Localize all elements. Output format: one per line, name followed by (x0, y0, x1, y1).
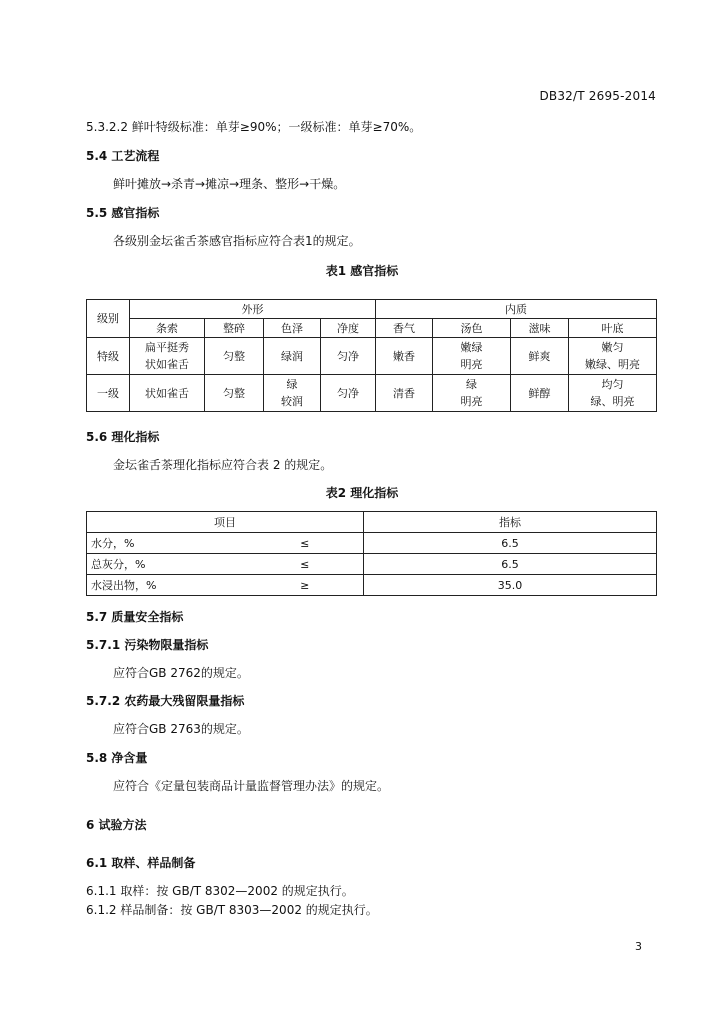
heading-5-8: 5.8 净含量 (86, 751, 148, 765)
table-row (87, 375, 657, 412)
table-row (87, 575, 657, 596)
table-cell: 清香 (376, 375, 433, 412)
col-header: 香气 (376, 319, 433, 338)
grade-cell: 特级 (87, 338, 130, 375)
col-header: 叶底 (569, 319, 657, 338)
item-cell: 水分，% (87, 533, 247, 554)
col-header: 条索 (130, 319, 205, 338)
grade-header: 级别 (87, 300, 130, 338)
clause-5-8-text: 应符合《定量包装商品计量监督管理办法》的规定。 (113, 779, 390, 793)
table-cell: 均匀 绿、明亮 (569, 375, 657, 412)
table-cell: 扁平挺秀 状如雀舌 (130, 338, 205, 375)
value-cell: 6.5 (364, 533, 657, 554)
table-cell: 鲜爽 (511, 338, 569, 375)
table-cell: 鲜醇 (511, 375, 569, 412)
item-cell: 总灰分，% (87, 554, 247, 575)
clause-5-7-2-text: 应符合GB 2763的规定。 (113, 722, 249, 736)
sensory-table (86, 299, 657, 412)
grade-cell: 一级 (87, 375, 130, 412)
physchem-intro-text: 金坛雀舌茶理化指标应符合表 2 的规定。 (113, 458, 333, 472)
clause-6-1-2: 6.1.2 样品制备：按 GB/T 8303—2002 的规定执行。 (86, 903, 378, 917)
value-header: 指标 (364, 512, 657, 533)
operator-cell: ≤ (247, 554, 364, 575)
table-cell: 嫩绿 明亮 (433, 338, 511, 375)
process-flow-text: 鲜叶摊放→杀青→摊凉→理条、整形→干燥。 (113, 177, 346, 191)
table-header-row (87, 512, 657, 533)
col-header: 整碎 (205, 319, 264, 338)
operator-cell: ≤ (247, 533, 364, 554)
table-cell: 匀整 (205, 338, 264, 375)
value-cell: 35.0 (364, 575, 657, 596)
clause-5-7-1-text: 应符合GB 2762的规定。 (113, 666, 249, 680)
col-header: 净度 (321, 319, 376, 338)
item-header: 项目 (87, 512, 364, 533)
value-cell: 6.5 (364, 554, 657, 575)
physchem-table (86, 511, 657, 596)
table-cell: 状如雀舌 (130, 375, 205, 412)
col-header: 滋味 (511, 319, 569, 338)
table2-caption: 表2 理化指标 (325, 486, 399, 500)
heading-5-4: 5.4 工艺流程 (86, 149, 160, 163)
table-cell: 匀净 (321, 375, 376, 412)
clause-6-1-1: 6.1.1 取样：按 GB/T 8302—2002 的规定执行。 (86, 884, 354, 898)
heading-6: 6 试验方法 (86, 818, 147, 832)
table-cell: 绿 较润 (264, 375, 321, 412)
heading-5-5: 5.5 感官指标 (86, 206, 160, 220)
table1-caption: 表1 感官指标 (325, 264, 399, 278)
appearance-header: 外形 (130, 300, 376, 319)
table-cell: 绿润 (264, 338, 321, 375)
clause-5-3-2-2: 5.3.2.2 鲜叶特级标准：单芽≥90%；一级标准：单芽≥70%。 (86, 120, 422, 134)
heading-5-6: 5.6 理化指标 (86, 430, 160, 444)
table-cell: 嫩匀 嫩绿、明亮 (569, 338, 657, 375)
col-header: 色泽 (264, 319, 321, 338)
heading-6-1: 6.1 取样、样品制备 (86, 856, 196, 870)
page-number: 3 (635, 940, 642, 953)
col-header: 汤色 (433, 319, 511, 338)
sensory-intro-text: 各级别金坛雀舌茶感官指标应符合表1的规定。 (113, 234, 361, 248)
internal-quality-header: 内质 (376, 300, 657, 319)
table-row (87, 338, 657, 375)
standard-number: DB32/T 2695-2014 (539, 89, 656, 103)
table-cell: 匀净 (321, 338, 376, 375)
heading-5-7-1: 5.7.1 污染物限量指标 (86, 638, 209, 652)
heading-5-7: 5.7 质量安全指标 (86, 610, 184, 624)
table-cell: 绿 明亮 (433, 375, 511, 412)
table-row (87, 533, 657, 554)
table-cell: 嫩香 (376, 338, 433, 375)
operator-cell: ≥ (247, 575, 364, 596)
table-cell: 匀整 (205, 375, 264, 412)
table-row (87, 554, 657, 575)
heading-5-7-2: 5.7.2 农药最大残留限量指标 (86, 694, 245, 708)
item-cell: 水浸出物，% (87, 575, 247, 596)
